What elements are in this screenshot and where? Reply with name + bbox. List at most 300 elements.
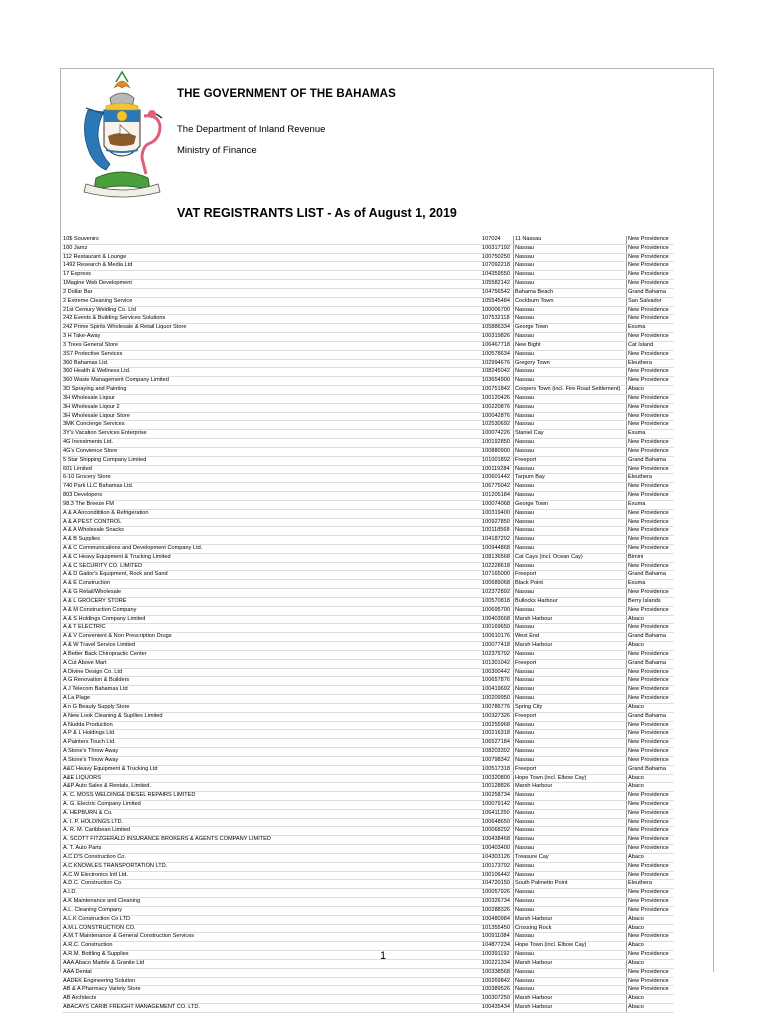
registrant-name: A & C Heavy Equipment & Trucking Limited: [62, 553, 481, 562]
registration-number: 100880900: [481, 447, 514, 456]
location: Nassau: [514, 544, 627, 553]
registration-number: 100128826: [481, 783, 514, 792]
island: New Providence: [627, 589, 675, 598]
island: Grand Bahama: [627, 765, 675, 774]
registrant-name: 601 Limited: [62, 465, 481, 474]
table-row: [62, 668, 674, 677]
table-row: [62, 483, 674, 492]
registrant-name: ABACAYS CARIB FREIGHT MANAGEMENT CO. LTD.: [62, 1004, 481, 1013]
island: Exuma: [627, 430, 675, 439]
location: Nassau: [514, 695, 627, 704]
registrant-name: A & G Retail/Wholesale: [62, 589, 481, 598]
registration-number: 106527184: [481, 739, 514, 748]
registrant-name: A.L. Cleaning Company: [62, 906, 481, 915]
registrant-name: 3H Wholesale Liqour 2: [62, 403, 481, 412]
registration-number: 100320800: [481, 774, 514, 783]
table-row: [62, 898, 674, 907]
location: Nassau: [514, 606, 627, 615]
island: New Providence: [627, 968, 675, 977]
location: Nassau: [514, 756, 627, 765]
location: Nassau: [514, 836, 627, 845]
island: New Providence: [627, 906, 675, 915]
table-row: [62, 253, 674, 262]
registration-number: 100317192: [481, 244, 514, 253]
coat-of-arms-emblem: [76, 70, 168, 198]
table-row: [62, 288, 674, 297]
registrant-name: A.I.D.: [62, 889, 481, 898]
table-row: [62, 827, 674, 836]
registration-number: 100648650: [481, 818, 514, 827]
location: Tarpum Bay: [514, 474, 627, 483]
location: Nassau: [514, 483, 627, 492]
island: New Providence: [627, 483, 675, 492]
registrant-name: A. T. Auto Parts: [62, 845, 481, 854]
location: George Town: [514, 324, 627, 333]
table-row: [62, 615, 674, 624]
registration-number: 107092218: [481, 262, 514, 271]
location: Nassau: [514, 350, 627, 359]
table-row: [62, 765, 674, 774]
island: Abaco: [627, 924, 675, 933]
island: New Providence: [627, 889, 675, 898]
location: Nassau: [514, 562, 627, 571]
location: Nassau: [514, 271, 627, 280]
table-row: [62, 403, 674, 412]
registration-number: 100216318: [481, 730, 514, 739]
island: Grand Bahama: [627, 659, 675, 668]
island: Eleuthera: [627, 359, 675, 368]
island: New Providence: [627, 686, 675, 695]
location: Nassau: [514, 377, 627, 386]
registrant-name: A New Look Cleaning & Supllies Limited: [62, 712, 481, 721]
registrant-name: A & M Construction Company: [62, 606, 481, 615]
registration-number: 101205184: [481, 492, 514, 501]
location: Nassau: [514, 845, 627, 854]
island: New Providence: [627, 377, 675, 386]
island: Cat Island: [627, 341, 675, 350]
location: Bullocks Harbour: [514, 597, 627, 606]
table-row: [62, 739, 674, 748]
registration-number: 102530692: [481, 421, 514, 430]
table-row: [62, 297, 674, 306]
registrant-name: A.M.T Maintenance & General Construction Services: [62, 933, 481, 942]
registration-number: 104877234: [481, 942, 514, 951]
island: Grand Bahama: [627, 571, 675, 580]
registration-number: 100751842: [481, 386, 514, 395]
island: New Providence: [627, 977, 675, 986]
location: Cat Cays (incl. Ocean Cay): [514, 553, 627, 562]
location: Nassau: [514, 739, 627, 748]
table-row: [62, 862, 674, 871]
location: Coopers Town (incl. Fire Road Settlement): [514, 386, 627, 395]
registration-number: 100927850: [481, 518, 514, 527]
table-row: [62, 650, 674, 659]
island: New Providence: [627, 262, 675, 271]
table-row: [62, 386, 674, 395]
island: Abaco: [627, 783, 675, 792]
registrant-name: 112 Restaurant & Lounge: [62, 253, 481, 262]
location: Nassau: [514, 465, 627, 474]
table-row: [62, 986, 674, 995]
location: Gregory Town: [514, 359, 627, 368]
registrant-name: A.K Maintenance and Cleaning: [62, 898, 481, 907]
island: Abaco: [627, 942, 675, 951]
location: Nassau: [514, 730, 627, 739]
location: West End: [514, 633, 627, 642]
registrant-name: A Divine Design Co. Ltd: [62, 668, 481, 677]
island: New Providence: [627, 518, 675, 527]
table-row: [62, 333, 674, 342]
registrant-name: A. C. MOSS WELDING& DIESEL REPAIRS LIMITED: [62, 792, 481, 801]
location: Marsh Harbour: [514, 915, 627, 924]
registration-number: 100657876: [481, 677, 514, 686]
registration-number: 100269842: [481, 977, 514, 986]
island: Abaco: [627, 1004, 675, 1013]
location: Spring City: [514, 703, 627, 712]
registrant-name: 4G's Convience Store: [62, 447, 481, 456]
registration-number: 101355450: [481, 924, 514, 933]
table-row: [62, 686, 674, 695]
registrant-name: 360 Waste Management Company Limited: [62, 377, 481, 386]
island: New Providence: [627, 412, 675, 421]
table-row: [62, 959, 674, 968]
registrant-name: A. SCOTT FITZGERALD INSURANCE BROKERS & AGENTS COMPANY LIMITED: [62, 836, 481, 845]
table-row: [62, 995, 674, 1004]
location: Nassau: [514, 394, 627, 403]
registration-number: 100169650: [481, 624, 514, 633]
location: Nassau: [514, 315, 627, 324]
registrant-name: A J Telecom Bahamas Ltd: [62, 686, 481, 695]
table-row: [62, 721, 674, 730]
island: Grand Bahama: [627, 712, 675, 721]
table-row: [62, 368, 674, 377]
registration-number: 100338568: [481, 968, 514, 977]
registration-number: 102994676: [481, 359, 514, 368]
registrant-name: 100 Jamz: [62, 244, 481, 253]
registrant-name: A La Plage: [62, 695, 481, 704]
table-row: [62, 280, 674, 289]
registration-number: 100798342: [481, 756, 514, 765]
location: Nassau: [514, 368, 627, 377]
registrant-name: 2 Dollar Bar: [62, 288, 481, 297]
table-row: [62, 421, 674, 430]
table-row: [62, 536, 674, 545]
table-row: [62, 262, 674, 271]
island: Abaco: [627, 386, 675, 395]
location: Nassau: [514, 509, 627, 518]
island: Eleuthera: [627, 880, 675, 889]
table-row: [62, 880, 674, 889]
registrant-name: 3S7 Protective Services: [62, 350, 481, 359]
registrant-name: A & S Holdings Company Limited: [62, 615, 481, 624]
registration-number: 100601442: [481, 474, 514, 483]
registration-number: 102228618: [481, 562, 514, 571]
registrant-name: 2 Extreme Cleaning Service: [62, 297, 481, 306]
island: Exuma: [627, 500, 675, 509]
island: Bimini: [627, 553, 675, 562]
island: New Providence: [627, 236, 675, 244]
table-row: [62, 924, 674, 933]
location: Nassau: [514, 986, 627, 995]
registration-number: 100610176: [481, 633, 514, 642]
registration-number: 104359550: [481, 271, 514, 280]
island: New Providence: [627, 527, 675, 536]
table-row: [62, 933, 674, 942]
registration-number: 104756542: [481, 288, 514, 297]
registrant-name: A & A Airconditition & Refrigeration: [62, 509, 481, 518]
registrant-name: A.D.C. Construction Co.: [62, 880, 481, 889]
location: Marsh Harbour: [514, 642, 627, 651]
island: New Providence: [627, 695, 675, 704]
island: New Providence: [627, 253, 675, 262]
location: Staniel Cay: [514, 430, 627, 439]
table-row: [62, 624, 674, 633]
registration-number: 100689068: [481, 580, 514, 589]
table-row: [62, 756, 674, 765]
registrant-name: A Better Back Chiropractic Center: [62, 650, 481, 659]
registration-number: 100307250: [481, 995, 514, 1004]
registration-number: 100403668: [481, 615, 514, 624]
registrant-name: 17 Express: [62, 271, 481, 280]
registrant-name: 3H Wholesale Liqour: [62, 394, 481, 403]
registration-number: 100389526: [481, 986, 514, 995]
registration-number: 100944868: [481, 544, 514, 553]
location: Nassau: [514, 518, 627, 527]
location: Nassau: [514, 898, 627, 907]
location: Nassau: [514, 412, 627, 421]
island: New Providence: [627, 756, 675, 765]
table-row: [62, 394, 674, 403]
table-row: [62, 906, 674, 915]
location: Nassau: [514, 951, 627, 960]
registration-number: 100221334: [481, 959, 514, 968]
location: Treasure Cay: [514, 853, 627, 862]
island: New Providence: [627, 739, 675, 748]
table-row: [62, 748, 674, 757]
registration-number: 100068292: [481, 827, 514, 836]
registrant-name: A & T ELECTRIC: [62, 624, 481, 633]
table-row: [62, 951, 674, 960]
table-row: [62, 553, 674, 562]
island: New Providence: [627, 827, 675, 836]
table-row: [62, 527, 674, 536]
location: Crossing Rock: [514, 924, 627, 933]
island: New Providence: [627, 394, 675, 403]
island: New Providence: [627, 748, 675, 757]
table-row: [62, 968, 674, 977]
registrant-name: A Painters Touch Ltd.: [62, 739, 481, 748]
registration-number: 105582142: [481, 280, 514, 289]
registrant-name: A & A Wholesale Snacks: [62, 527, 481, 536]
registration-number: 104303126: [481, 853, 514, 862]
registrant-name: 360 Health & Wellness Ltd.: [62, 368, 481, 377]
island: New Providence: [627, 792, 675, 801]
island: New Providence: [627, 809, 675, 818]
registrant-name: 3H Wholesale Liqour Store: [62, 412, 481, 421]
department-name: The Department of Inland Revenue: [177, 124, 326, 135]
location: Nassau: [514, 262, 627, 271]
registration-number: 104720150: [481, 880, 514, 889]
registrant-name: A.L.K Construction Co LTD: [62, 915, 481, 924]
registrant-name: 803 Developers: [62, 492, 481, 501]
registrant-name: A&C Heavy Equipment & Trucking Ltd: [62, 765, 481, 774]
table-row: [62, 633, 674, 642]
registration-number: 100419692: [481, 686, 514, 695]
table-row: [62, 792, 674, 801]
registration-number: 100192850: [481, 439, 514, 448]
table-row: [62, 642, 674, 651]
government-title: THE GOVERNMENT OF THE BAHAMAS: [177, 88, 396, 100]
table-row: [62, 942, 674, 951]
registration-number: 100435434: [481, 1004, 514, 1013]
island: New Providence: [627, 280, 675, 289]
table-row: [62, 500, 674, 509]
table-row: [62, 659, 674, 668]
location: Nassau: [514, 244, 627, 253]
table-row: [62, 871, 674, 880]
table-row: [62, 324, 674, 333]
island: Abaco: [627, 615, 675, 624]
island: New Providence: [627, 677, 675, 686]
location: Nassau: [514, 906, 627, 915]
island: Berry Islands: [627, 597, 675, 606]
registration-number: 100255968: [481, 721, 514, 730]
registrant-name: A&P Auto Sales & Rentals, Limited.: [62, 783, 481, 792]
registration-number: 107165000: [481, 571, 514, 580]
registration-number: 102372892: [481, 589, 514, 598]
registration-number: 107532118: [481, 315, 514, 324]
registrant-name: A Nudda Production: [62, 721, 481, 730]
registration-number: 100578634: [481, 350, 514, 359]
registration-number: 100403400: [481, 845, 514, 854]
registrant-name: A & E Construction: [62, 580, 481, 589]
registration-number: 106467718: [481, 341, 514, 350]
island: Grand Bahama: [627, 288, 675, 297]
island: Grand Bahama: [627, 633, 675, 642]
table-row: [62, 853, 674, 862]
table-row: [62, 518, 674, 527]
registrant-name: A.C.W Electronics Intl Ltd.: [62, 871, 481, 880]
location: Black Point: [514, 580, 627, 589]
registration-number: 100258734: [481, 792, 514, 801]
registration-number: 100480984: [481, 915, 514, 924]
registration-number: 100077418: [481, 642, 514, 651]
registrant-name: A & D Gaitor's Equipment, Rock and Sand: [62, 571, 481, 580]
registrant-name: 242 Events & Building Services Solutions: [62, 315, 481, 324]
table-row: [62, 465, 674, 474]
table-row: [62, 818, 674, 827]
location: Marsh Harbour: [514, 783, 627, 792]
island: New Providence: [627, 898, 675, 907]
location: Marsh Harbour: [514, 1004, 627, 1013]
registrant-name: A & A PEST CONTROL: [62, 518, 481, 527]
registrant-name: A.R.M. Bottling & Supplies: [62, 951, 481, 960]
registrant-name: A.R.C. Construction: [62, 942, 481, 951]
table-row: [62, 915, 674, 924]
registrant-name: 10$ Souvenirs: [62, 236, 481, 244]
list-title: VAT REGISTRANTS LIST - As of August 1, 2019: [177, 206, 457, 220]
location: Nassau: [514, 447, 627, 456]
registration-number: 100118568: [481, 527, 514, 536]
table-row: [62, 359, 674, 368]
location: Nassau: [514, 421, 627, 430]
registrant-name: A Stone's Throw Away: [62, 748, 481, 757]
island: New Providence: [627, 439, 675, 448]
location: Bahama Beach: [514, 288, 627, 297]
registrant-name: 3Y's Vacation Services Enterprise: [62, 430, 481, 439]
location: George Town: [514, 500, 627, 509]
registration-number: 100079142: [481, 801, 514, 810]
table-row: [62, 492, 674, 501]
island: New Providence: [627, 421, 675, 430]
location: Nassau: [514, 403, 627, 412]
vat-registrants-body: [62, 236, 674, 1012]
registration-number: 100570818: [481, 597, 514, 606]
registrant-name: A G Renovation & Builders: [62, 677, 481, 686]
island: New Providence: [627, 403, 675, 412]
island: Grand Bahama: [627, 456, 675, 465]
island: New Providence: [627, 951, 675, 960]
registration-number: 100119284: [481, 465, 514, 474]
registration-number: 106411250: [481, 809, 514, 818]
island: New Providence: [627, 244, 675, 253]
location: Cockburn Town: [514, 297, 627, 306]
location: Nassau: [514, 624, 627, 633]
table-row: [62, 809, 674, 818]
island: Eleuthera: [627, 474, 675, 483]
registrant-name: A.M.L CONSTRUCTION CO.: [62, 924, 481, 933]
registration-number: 101001892: [481, 456, 514, 465]
table-row: [62, 606, 674, 615]
table-row: [62, 571, 674, 580]
registration-number: 100057926: [481, 889, 514, 898]
registration-number: 104187292: [481, 536, 514, 545]
island: New Providence: [627, 730, 675, 739]
table-row: [62, 695, 674, 704]
island: New Providence: [627, 818, 675, 827]
table-row: [62, 977, 674, 986]
table-row: [62, 712, 674, 721]
island: New Providence: [627, 721, 675, 730]
island: New Providence: [627, 465, 675, 474]
registration-number: 102375792: [481, 650, 514, 659]
registrant-name: A.C.D'S Construction Co.: [62, 853, 481, 862]
location: Marsh Harbour: [514, 995, 627, 1004]
location: Marsh Harbour: [514, 615, 627, 624]
location: Nassau: [514, 333, 627, 342]
island: Abaco: [627, 853, 675, 862]
registration-number: 100209950: [481, 695, 514, 704]
table-row: [62, 509, 674, 518]
island: New Providence: [627, 650, 675, 659]
registrant-name: 21st Century Welding Co. Ltd: [62, 306, 481, 315]
registrant-name: 3 H Take-Away: [62, 333, 481, 342]
island: New Providence: [627, 447, 675, 456]
registrant-name: A Cut Above Mart: [62, 659, 481, 668]
registrant-name: 3 Trees General Store: [62, 341, 481, 350]
table-row: [62, 1004, 674, 1013]
table-row: [62, 562, 674, 571]
table-row: [62, 306, 674, 315]
location: Freeport: [514, 571, 627, 580]
registration-number: 100220876: [481, 403, 514, 412]
table-row: [62, 889, 674, 898]
registrant-name: 3D Spraying and Painting: [62, 386, 481, 395]
island: New Providence: [627, 933, 675, 942]
island: Exuma: [627, 324, 675, 333]
registrant-name: A.C.KNOWLES TRANSPORTATION LTD.: [62, 862, 481, 871]
location: Nassau: [514, 809, 627, 818]
